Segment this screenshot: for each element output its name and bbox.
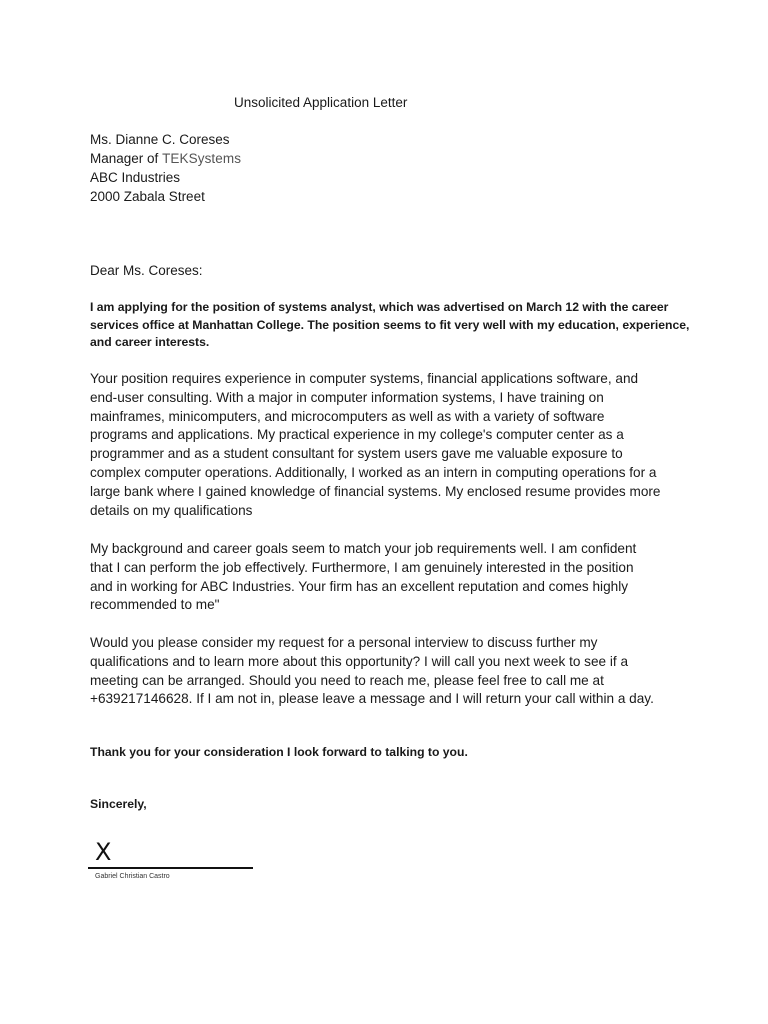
paragraph-line: services office at Manhattan College. The position seems to fit very well with my education, experience, (90, 317, 690, 332)
signer-name: Gabriel Christian Castro (95, 873, 170, 880)
thanks-line: Thank you for your consideration I look forward to talking to you. (90, 745, 468, 759)
paragraph-line: recommended to me" (90, 597, 220, 613)
recipient-name: Ms. Dianne C. Coreses (90, 132, 230, 147)
recipient-title (90, 151, 241, 166)
paragraph-line: end-user consulting. With a major in computer information systems, I have training on (90, 389, 604, 405)
paragraph-line: I am applying for the position of systems analyst, which was advertised on March 12 with the career (90, 300, 669, 314)
paragraph-line: My background and career goals seem to match your job requirements well. I am confident (90, 541, 637, 556)
paragraph-2 (90, 370, 690, 520)
letter-title: Unsolicited Application Letter (234, 95, 408, 110)
recipient-street: 2000 Zabala Street (90, 189, 205, 204)
closing: Sincerely, (90, 797, 147, 811)
recipient-title-company: TEKSystems (162, 151, 242, 166)
recipient-company: ABC Industries (90, 170, 181, 185)
paragraph-4 (90, 634, 690, 709)
salutation: Dear Ms. Coreses: (90, 263, 203, 278)
signature-line (88, 867, 253, 869)
paragraph-1 (90, 299, 690, 352)
paragraph-line: details on my qualifications (90, 502, 253, 518)
paragraph-line: Your position requires experience in computer systems, financial applications software, and (90, 371, 639, 386)
recipient-title-prefix: Manager of (90, 151, 159, 166)
paragraph-line: programmer and as a student consultant for system users gave me valuable exposure to (90, 446, 623, 462)
paragraph-line: and career interests. (90, 335, 210, 349)
paragraph-line: complex computer operations. Additionally, I worked as an intern in computing operations for a (90, 464, 657, 480)
paragraph-line: that I can perform the job effectively. Furthermore, I am genuinely interested in the position (90, 559, 634, 575)
paragraph-line: qualifications and to learn more about this opportunity? I will call you next week to see if a (90, 653, 629, 669)
paragraph-line: large bank where I gained knowledge of financial systems. My enclosed resume provides more (90, 483, 661, 499)
paragraph-line: mainframes, minicomputers, and microcomputers as well as with a variety of software (90, 408, 605, 424)
paragraph-line: and in working for ABC Industries. Your firm has an excellent reputation and comes highly (90, 578, 629, 594)
paragraph-line: Would you please consider my request for a personal interview to discuss further my (90, 635, 598, 650)
paragraph-3 (90, 540, 690, 615)
signature-mark: X (95, 838, 112, 866)
paragraph-line: +639217146628. If I am not in, please leave a message and I will return your call within a day. (90, 691, 654, 707)
paragraph-line: programs and applications. My practical experience in my college's computer center as a (90, 427, 624, 443)
paragraph-line: meeting can be arranged. Should you need to reach me, please feel free to call me at (90, 672, 604, 688)
